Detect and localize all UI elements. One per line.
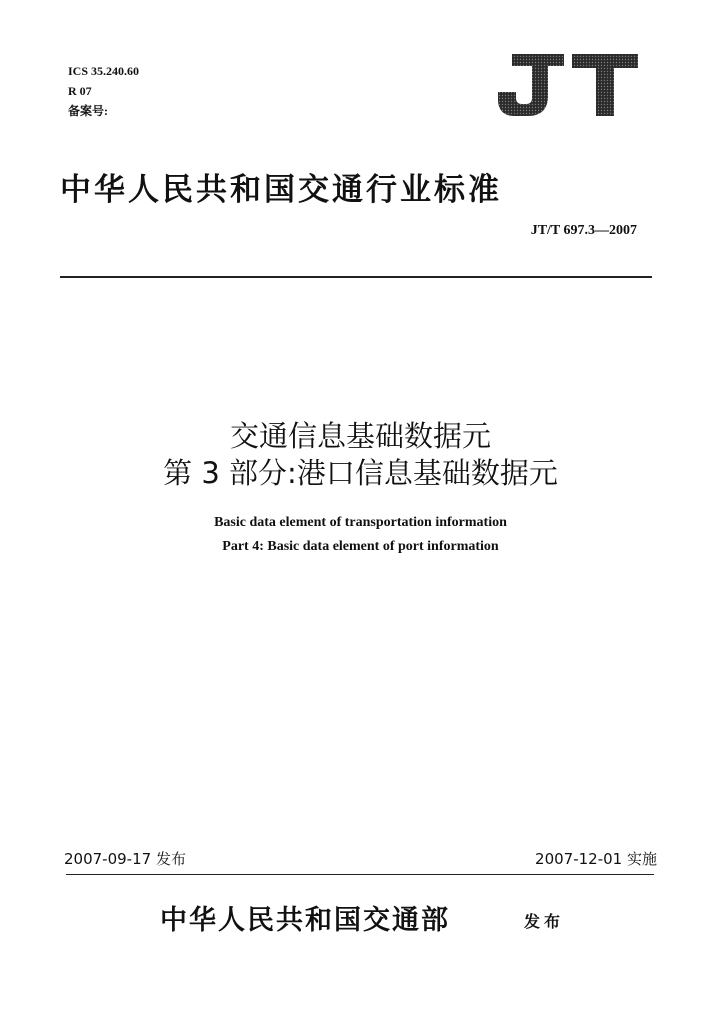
publisher-name: 中华人民共和国交通部	[160, 905, 450, 936]
record-number-label: 备案号:	[68, 104, 108, 118]
title-en-line1: Basic data element of transportation information	[214, 515, 507, 530]
standard-number: JT/T 697.3—2007	[530, 223, 637, 238]
standard-title: 中华人民共和国交通行业标准	[60, 172, 502, 208]
top-divider	[60, 276, 652, 278]
title-cn-line1: 交通信息基础数据元	[229, 419, 491, 453]
ics-code: ICS 35.240.60	[68, 64, 140, 78]
jt-logo	[498, 52, 640, 122]
classification-code: R 07	[68, 84, 92, 98]
publish-label: 发布	[524, 912, 565, 931]
title-cn-line2: 第 3 部分:港口信息基础数据元	[163, 456, 558, 490]
bottom-divider	[66, 874, 654, 875]
effective-date: 2007-12-01 实施	[535, 850, 657, 868]
issue-date: 2007-09-17 发布	[64, 850, 186, 868]
title-en-line2: Part 4: Basic data element of port information	[222, 539, 499, 554]
